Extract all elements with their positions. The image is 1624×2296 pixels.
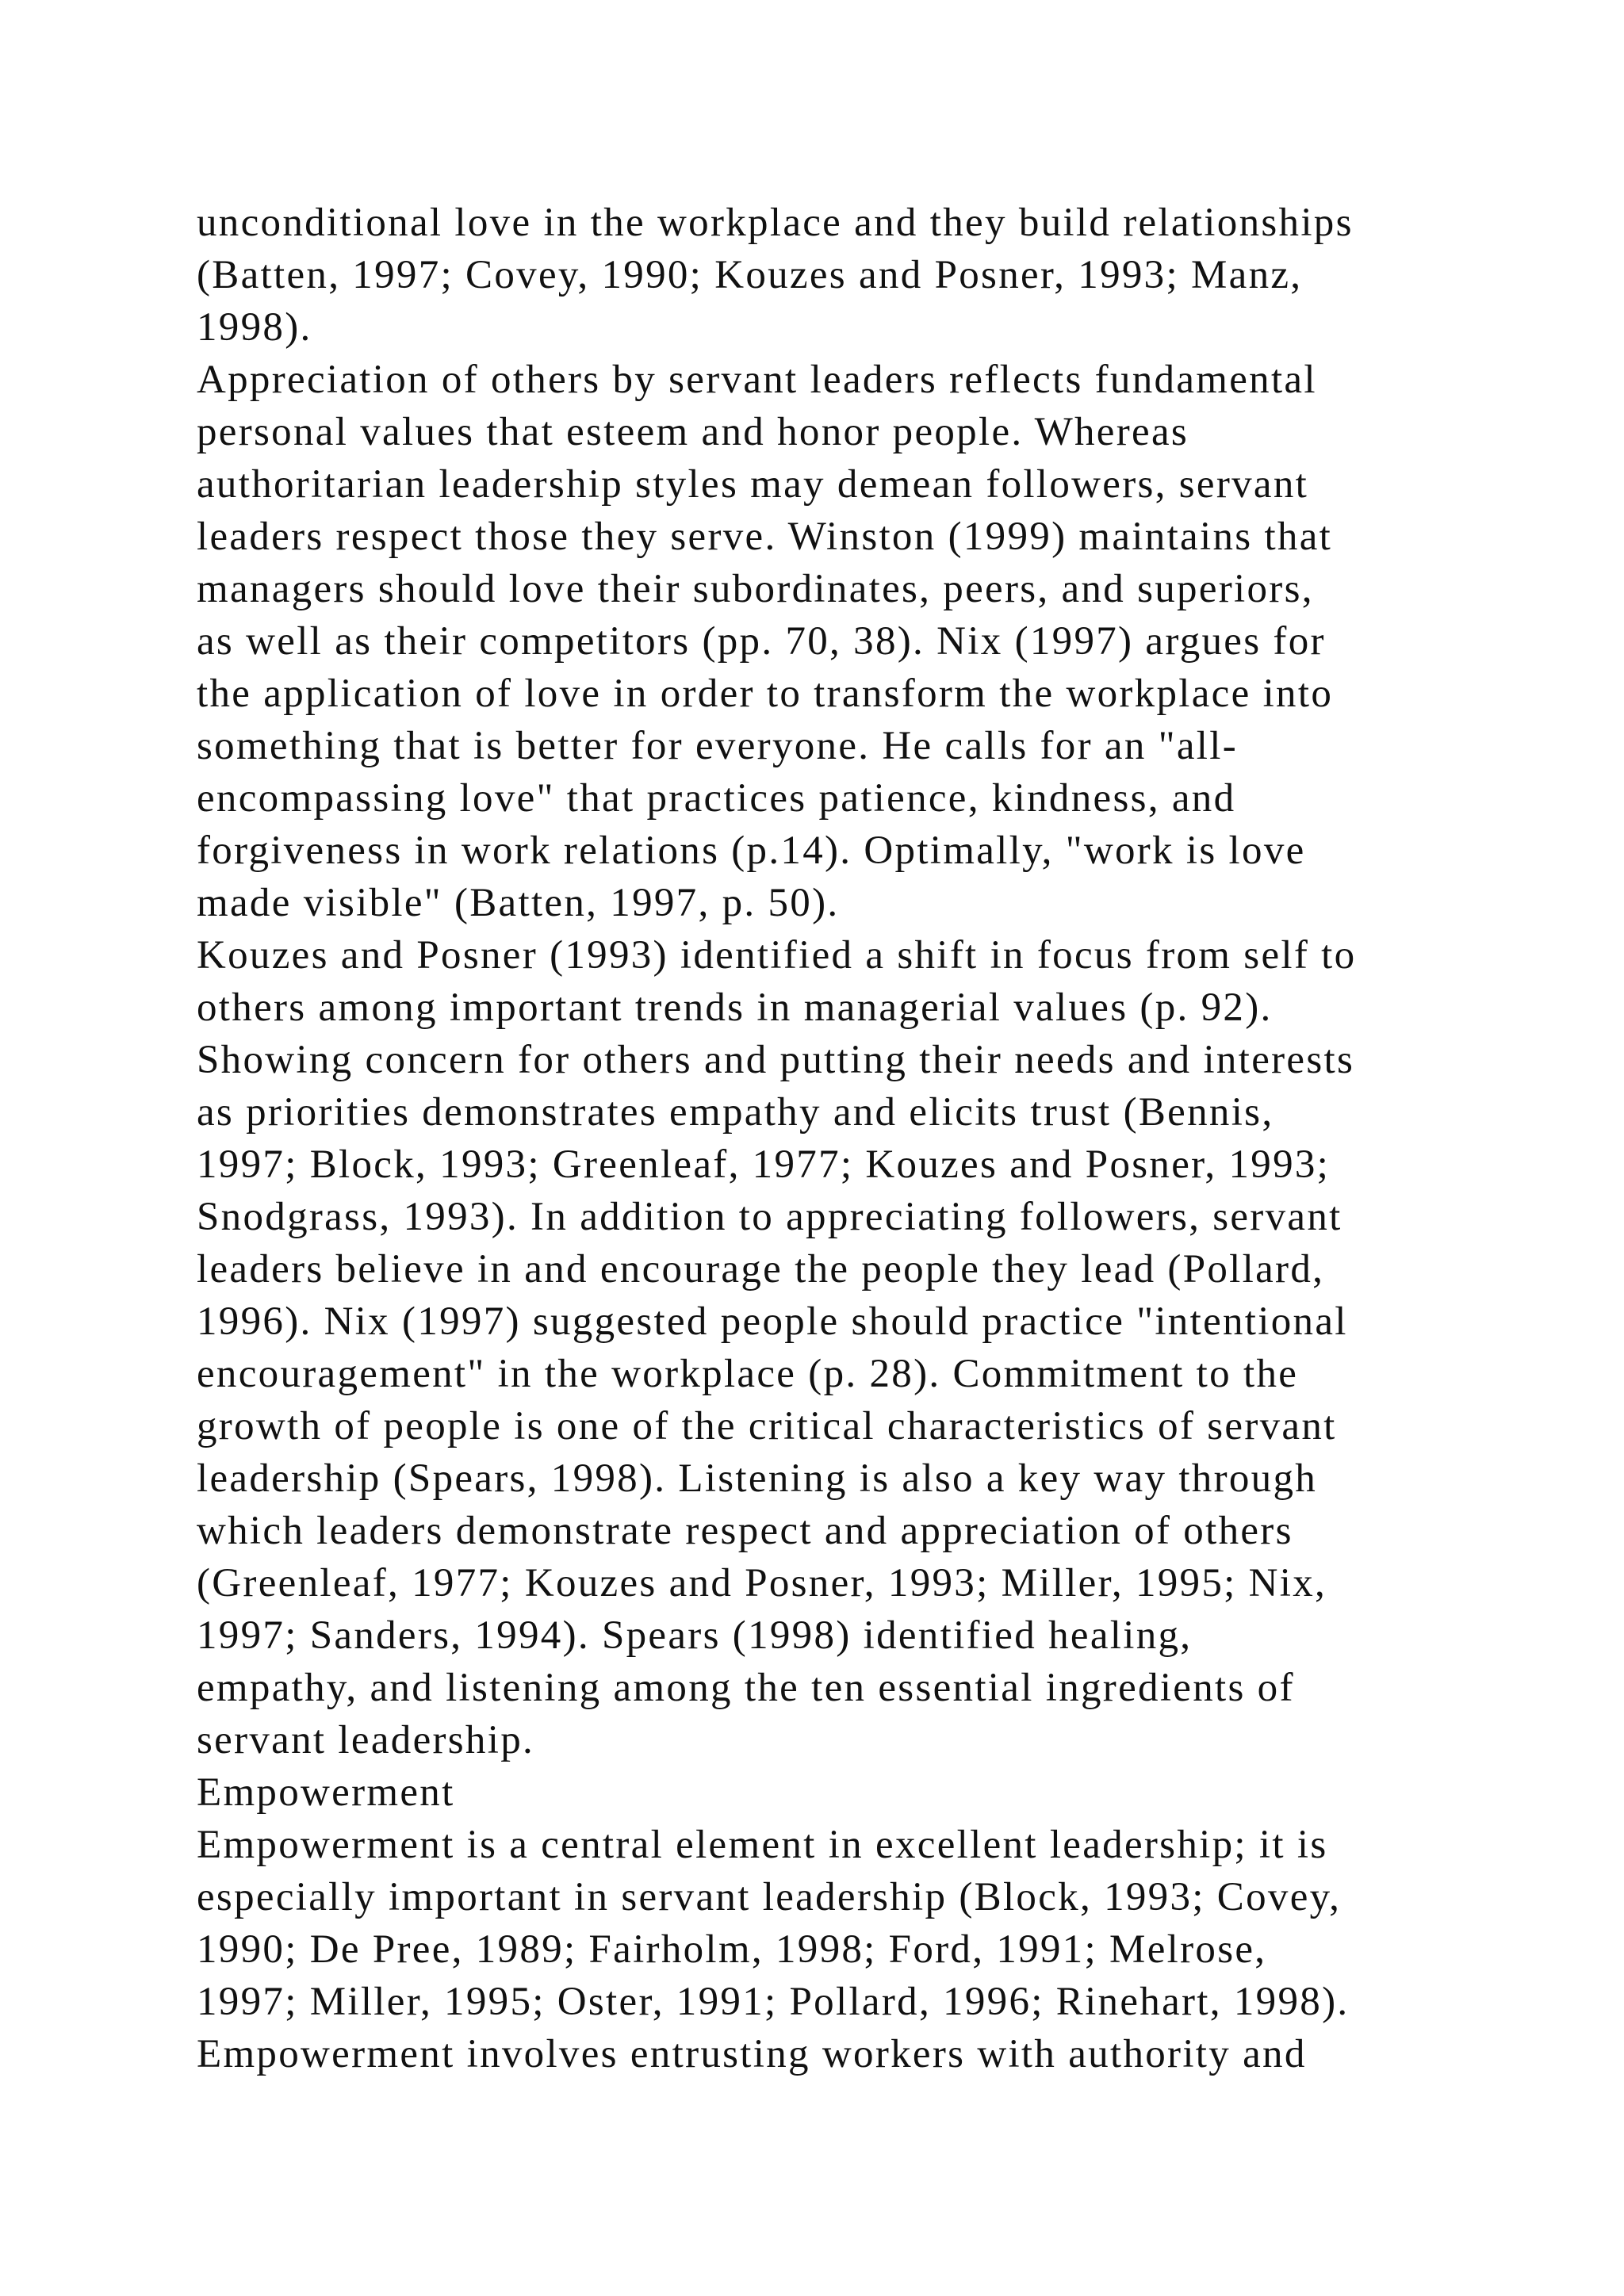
text-line: unconditional love in the workplace and they build relationships [197, 201, 1354, 245]
text-line: growth of people is one of the critical characteristics of servant [197, 1404, 1337, 1448]
text-line: Empowerment is a central element in excellent leadership; it is [197, 1823, 1328, 1867]
text-line: personal values that esteem and honor people. Whereas [197, 410, 1189, 454]
text-line: the application of love in order to transform the workplace into [197, 672, 1334, 716]
text-line: made visible" (Batten, 1997, p. 50). [197, 881, 840, 925]
text-line: 1996). Nix (1997) suggested people should practice "intentional [197, 1299, 1348, 1344]
text-line: something that is better for everyone. He calls for an "all- [197, 724, 1238, 768]
section-heading: Empowerment [197, 1770, 455, 1815]
text-line: Empowerment involves entrusting workers with authority and [197, 2032, 1307, 2076]
text-line: authoritarian leadership styles may demean followers, servant [197, 462, 1309, 507]
text-line: 1997; Block, 1993; Greenleaf, 1977; Kouzes and Posner, 1993; [197, 1142, 1331, 1187]
text-line: especially important in servant leadership (Block, 1993; Covey, [197, 1875, 1342, 1919]
text-line: empathy, and listening among the ten essential ingredients of [197, 1666, 1295, 1710]
text-line: encouragement" in the workplace (p. 28). Commitment to the [197, 1352, 1299, 1396]
text-line: (Greenleaf, 1977; Kouzes and Posner, 1993; Miller, 1995; Nix, [197, 1561, 1327, 1605]
text-line: leaders respect those they serve. Winston (1999) maintains that [197, 515, 1333, 559]
text-line: 1997; Miller, 1995; Oster, 1991; Pollard, 1996; Rinehart, 1998). [197, 1980, 1350, 2024]
text-line: 1990; De Pree, 1989; Fairholm, 1998; Ford, 1991; Melrose, [197, 1927, 1267, 1972]
text-line: others among important trends in managerial values (p. 92). [197, 985, 1273, 1030]
text-line: Appreciation of others by servant leaders reflects fundamental [197, 358, 1317, 402]
text-line: 1997; Sanders, 1994). Spears (1998) identified healing, [197, 1613, 1193, 1658]
text-line: encompassing love" that practices patience, kindness, and [197, 776, 1236, 821]
document-text [197, 197, 1497, 2080]
text-line: 1998). [197, 305, 312, 350]
text-line: leadership (Spears, 1998). Listening is also a key way through [197, 1456, 1318, 1501]
text-line: servant leadership. [197, 1718, 535, 1762]
text-line: Snodgrass, 1993). In addition to appreciating followers, servant [197, 1195, 1342, 1239]
text-line: leaders believe in and encourage the people they lead (Pollard, [197, 1247, 1325, 1292]
text-line: as priorities demonstrates empathy and elicits trust (Bennis, [197, 1090, 1274, 1135]
text-line: Showing concern for others and putting their needs and interests [197, 1038, 1355, 1082]
text-line: managers should love their subordinates, peers, and superiors, [197, 567, 1314, 611]
text-line: as well as their competitors (pp. 70, 38). Nix (1997) argues for [197, 619, 1326, 664]
text-line: forgiveness in work relations (p.14). Optimally, "work is love [197, 828, 1306, 873]
text-line: which leaders demonstrate respect and appreciation of others [197, 1509, 1293, 1553]
text-line: Kouzes and Posner (1993) identified a shift in focus from self to [197, 933, 1357, 978]
text-line: (Batten, 1997; Covey, 1990; Kouzes and Posner, 1993; Manz, [197, 253, 1303, 297]
